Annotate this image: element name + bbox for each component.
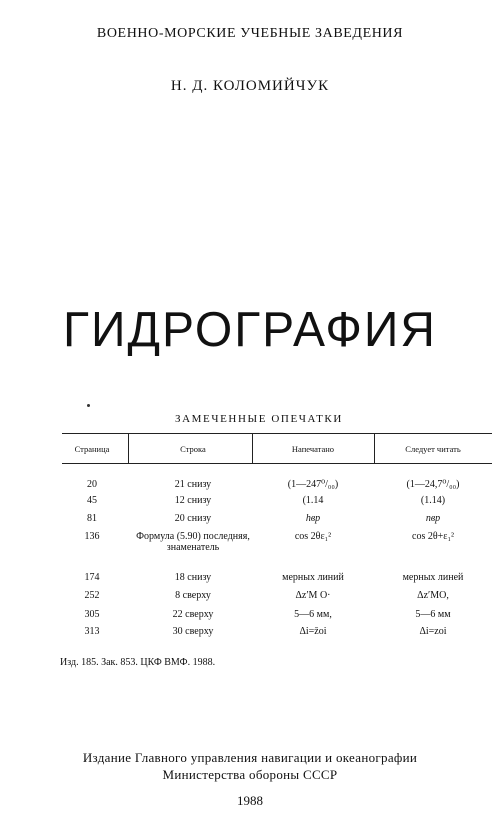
column-header-printed: Напечатано	[291, 444, 335, 454]
publisher-line-1: Издание Главного управления навигации и океанографии	[82, 750, 418, 765]
cell-correct: cos 2θ+ε₁²	[412, 531, 454, 542]
cell-page: 252	[84, 590, 100, 601]
cell-printed: (1—247⁰/₀₀)	[287, 479, 339, 490]
cell-printed: hвр	[305, 513, 321, 524]
cell-correct: мерных линей	[402, 572, 464, 583]
cell-printed: cos 2θε₁²	[294, 531, 332, 542]
column-header-page: Страница	[74, 444, 110, 454]
cell-correct: (1.14)	[420, 495, 446, 506]
publisher-line-2: Министерства обороны СССР	[162, 767, 338, 782]
cell-correct: nвр	[425, 513, 441, 524]
publication-year: 1988	[237, 793, 263, 808]
stray-dot	[87, 404, 90, 407]
cell-correct: Δz′MO,	[417, 590, 449, 601]
cell-page: 45	[87, 495, 97, 506]
table-header-rule	[62, 463, 492, 464]
cell-printed: (1.14	[302, 495, 324, 506]
cell-line: 20 снизу	[174, 513, 212, 524]
cell-printed: Δi=z̄oi	[299, 626, 327, 637]
cell-page: 174	[84, 572, 100, 583]
column-header-correct: Следует читать	[405, 444, 461, 454]
column-divider	[128, 433, 129, 463]
cell-line: Формула (5.90) последняя, знаменатель	[136, 531, 250, 553]
cell-correct: Δi=zoi	[419, 626, 447, 637]
cell-line: 18 снизу	[174, 572, 212, 583]
table-top-rule	[62, 433, 492, 434]
cell-page: 20	[87, 479, 97, 490]
cell-line: 21 снизу	[174, 479, 212, 490]
cell-page: 136	[84, 531, 100, 542]
cell-line: 30 сверху	[172, 626, 214, 637]
cell-line: 22 сверху	[172, 609, 214, 620]
cell-page: 313	[84, 626, 100, 637]
cell-printed: Δz′M O·	[295, 590, 331, 601]
errata-heading: ЗАМЕЧЕННЫЕ ОПЕЧАТКИ	[175, 413, 343, 425]
cell-page: 81	[87, 513, 97, 524]
series-name: ВОЕННО-МОРСКИЕ УЧЕБНЫЕ ЗАВЕДЕНИЯ	[96, 26, 404, 41]
cell-page: 305	[84, 609, 100, 620]
cell-printed: мерных линий	[282, 572, 344, 583]
print-imprint: Изд. 185. Зак. 853. ЦКФ ВМФ. 1988.	[60, 657, 216, 668]
cell-line: 8 сверху	[175, 590, 211, 601]
cell-line: 12 снизу	[174, 495, 212, 506]
book-title: ГИДРОГРАФИЯ	[63, 303, 437, 357]
column-header-line: Строка	[180, 444, 206, 454]
author-name: Н. Д. КОЛОМИЙЧУК	[170, 78, 330, 94]
cell-printed: 5—6 мм,	[294, 609, 332, 620]
cell-correct: 5—6 мм	[415, 609, 451, 620]
cell-correct: (1—24,7⁰/₀₀)	[406, 479, 460, 490]
